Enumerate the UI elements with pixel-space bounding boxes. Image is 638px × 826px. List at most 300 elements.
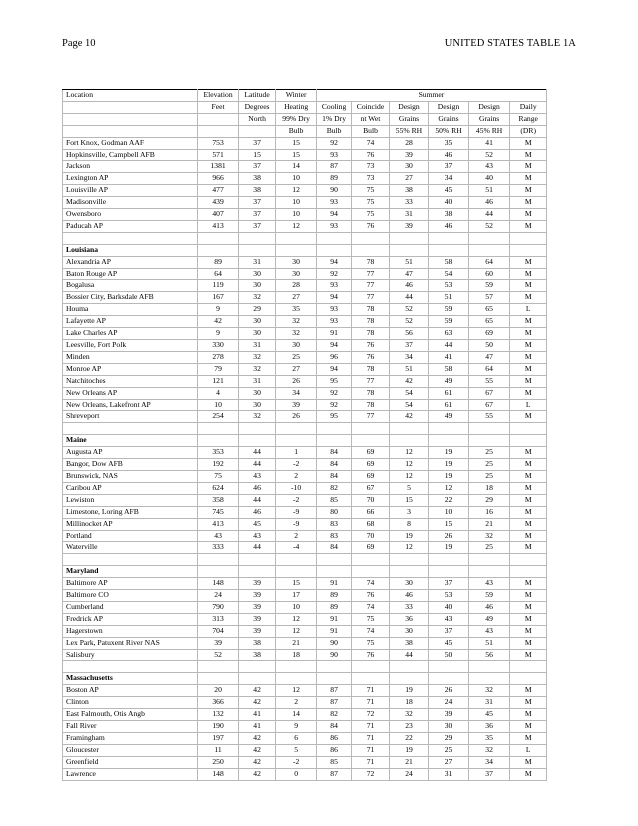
- value-cell: 78: [352, 316, 389, 328]
- location-cell: Fall River: [63, 720, 198, 732]
- value-cell: 42: [238, 685, 275, 697]
- table-row: [63, 459, 547, 471]
- value-cell: 87: [316, 685, 351, 697]
- col-cooling-2: 1% Dry: [316, 113, 351, 125]
- value-cell: 44: [238, 542, 275, 554]
- col-latitude-3: North: [238, 113, 275, 125]
- value-cell: 64: [468, 363, 510, 375]
- value-cell: 37: [238, 220, 275, 232]
- value-cell: 25: [468, 542, 510, 554]
- value-cell: 89: [316, 590, 351, 602]
- value-cell: 53: [429, 590, 469, 602]
- value-cell: 30: [389, 161, 429, 173]
- value-cell: 59: [468, 280, 510, 292]
- value-cell: 38: [429, 209, 469, 221]
- table-row: [63, 375, 547, 387]
- header-row-4: [63, 125, 547, 137]
- design-conditions-table-wrapper: [62, 89, 547, 781]
- value-cell: 37: [389, 340, 429, 352]
- value-cell: 30: [276, 340, 317, 352]
- value-cell: 27: [389, 173, 429, 185]
- location-cell: Framingham: [63, 732, 198, 744]
- value-cell: 121: [198, 375, 239, 387]
- value-cell: 65: [468, 316, 510, 328]
- value-cell: 21: [389, 756, 429, 768]
- value-cell: 90: [316, 637, 351, 649]
- table-row: [63, 209, 547, 221]
- spacer-row: [63, 232, 547, 244]
- value-cell: 413: [198, 220, 239, 232]
- state-name: Massachusetts: [63, 673, 198, 685]
- value-cell: 34: [468, 756, 510, 768]
- value-cell: 30: [238, 328, 275, 340]
- table-row: [63, 351, 547, 363]
- table-row: [63, 304, 547, 316]
- value-cell: -9: [276, 506, 317, 518]
- table-row: [63, 340, 547, 352]
- value-cell: 12: [389, 542, 429, 554]
- value-cell: 78: [352, 328, 389, 340]
- col-elevation-1: Elevation: [198, 90, 239, 102]
- value-cell: 60: [468, 268, 510, 280]
- value-cell: 2: [276, 530, 317, 542]
- value-cell: 77: [352, 411, 389, 423]
- value-cell: 43: [198, 530, 239, 542]
- value-cell: 86: [316, 732, 351, 744]
- value-cell: 91: [316, 578, 351, 590]
- table-row: [63, 220, 547, 232]
- value-cell: 313: [198, 613, 239, 625]
- value-cell: 78: [352, 399, 389, 411]
- value-cell: L: [510, 304, 547, 316]
- value-cell: 42: [389, 375, 429, 387]
- value-cell: 71: [352, 756, 389, 768]
- value-cell: 29: [429, 732, 469, 744]
- value-cell: 15: [276, 149, 317, 161]
- value-cell: M: [510, 316, 547, 328]
- value-cell: 82: [316, 709, 351, 721]
- value-cell: 31: [238, 256, 275, 268]
- value-cell: 52: [468, 220, 510, 232]
- value-cell: 76: [352, 220, 389, 232]
- value-cell: 94: [316, 209, 351, 221]
- spacer-row: [63, 661, 547, 673]
- value-cell: 50: [468, 340, 510, 352]
- value-cell: 15: [389, 494, 429, 506]
- state-heading-row: [63, 673, 547, 685]
- table-row: [63, 185, 547, 197]
- value-cell: 41: [468, 137, 510, 149]
- value-cell: M: [510, 756, 547, 768]
- value-cell: 35: [429, 137, 469, 149]
- value-cell: 46: [468, 601, 510, 613]
- value-cell: 966: [198, 173, 239, 185]
- location-cell: Fort Knox, Godman AAF: [63, 137, 198, 149]
- value-cell: 31: [238, 375, 275, 387]
- state-heading-row: [63, 566, 547, 578]
- value-cell: 65: [468, 304, 510, 316]
- table-row: [63, 447, 547, 459]
- table-row: [63, 756, 547, 768]
- value-cell: 76: [352, 351, 389, 363]
- location-cell: Owensboro: [63, 209, 198, 221]
- value-cell: 58: [429, 256, 469, 268]
- value-cell: 167: [198, 292, 239, 304]
- location-cell: New Orleans, Lakefront AP: [63, 399, 198, 411]
- value-cell: 69: [352, 459, 389, 471]
- value-cell: 12: [389, 447, 429, 459]
- value-cell: 14: [276, 709, 317, 721]
- value-cell: 73: [352, 161, 389, 173]
- value-cell: 70: [352, 530, 389, 542]
- value-cell: 25: [468, 447, 510, 459]
- value-cell: 85: [316, 494, 351, 506]
- table-row: [63, 530, 547, 542]
- table-row: [63, 482, 547, 494]
- value-cell: 84: [316, 447, 351, 459]
- value-cell: 24: [198, 590, 239, 602]
- value-cell: 38: [238, 649, 275, 661]
- value-cell: 78: [352, 304, 389, 316]
- location-cell: Houma: [63, 304, 198, 316]
- value-cell: 84: [316, 459, 351, 471]
- location-cell: Greenfield: [63, 756, 198, 768]
- value-cell: 55: [468, 411, 510, 423]
- value-cell: 12: [276, 220, 317, 232]
- value-cell: 353: [198, 447, 239, 459]
- value-cell: 5: [389, 482, 429, 494]
- table-row: [63, 768, 547, 780]
- value-cell: M: [510, 256, 547, 268]
- table-row: [63, 506, 547, 518]
- value-cell: 790: [198, 601, 239, 613]
- col-heating-1: Heating: [276, 101, 317, 113]
- value-cell: 75: [352, 613, 389, 625]
- value-cell: 49: [429, 375, 469, 387]
- col-coincident-1: Coincide: [352, 101, 389, 113]
- col-daily-3: (DR): [510, 125, 547, 137]
- value-cell: 42: [238, 768, 275, 780]
- value-cell: 26: [429, 530, 469, 542]
- value-cell: 148: [198, 768, 239, 780]
- value-cell: 69: [468, 328, 510, 340]
- table-row: [63, 518, 547, 530]
- value-cell: 67: [468, 387, 510, 399]
- value-cell: 94: [316, 256, 351, 268]
- value-cell: 8: [389, 518, 429, 530]
- value-cell: M: [510, 506, 547, 518]
- value-cell: 91: [316, 328, 351, 340]
- value-cell: 29: [238, 304, 275, 316]
- value-cell: 37: [429, 625, 469, 637]
- value-cell: 38: [238, 185, 275, 197]
- value-cell: 92: [316, 137, 351, 149]
- value-cell: M: [510, 328, 547, 340]
- location-cell: Lafayette AP: [63, 316, 198, 328]
- table-row: [63, 328, 547, 340]
- value-cell: 53: [429, 280, 469, 292]
- value-cell: 77: [352, 280, 389, 292]
- table-row: [63, 411, 547, 423]
- value-cell: 58: [429, 363, 469, 375]
- value-cell: 24: [389, 768, 429, 780]
- location-cell: Bangor, Dow AFB: [63, 459, 198, 471]
- col-coincident-2: nt Wet: [352, 113, 389, 125]
- value-cell: 93: [316, 304, 351, 316]
- value-cell: 44: [468, 209, 510, 221]
- value-cell: M: [510, 709, 547, 721]
- value-cell: 61: [429, 387, 469, 399]
- value-cell: 93: [316, 197, 351, 209]
- header-row-3: [63, 113, 547, 125]
- spacer-row: [63, 423, 547, 435]
- location-cell: Lexington AP: [63, 173, 198, 185]
- value-cell: 44: [238, 494, 275, 506]
- value-cell: 35: [276, 304, 317, 316]
- table-row: [63, 470, 547, 482]
- location-cell: Millinocket AP: [63, 518, 198, 530]
- value-cell: 74: [352, 578, 389, 590]
- location-cell: Bogalusa: [63, 280, 198, 292]
- table-row: [63, 161, 547, 173]
- value-cell: 72: [352, 709, 389, 721]
- location-cell: Baton Rouge AP: [63, 268, 198, 280]
- table-row: [63, 601, 547, 613]
- location-cell: Natchitoches: [63, 375, 198, 387]
- table-row: [63, 197, 547, 209]
- value-cell: 92: [316, 399, 351, 411]
- table-row: [63, 316, 547, 328]
- value-cell: 59: [429, 304, 469, 316]
- value-cell: 30: [276, 256, 317, 268]
- value-cell: 27: [429, 756, 469, 768]
- value-cell: 190: [198, 720, 239, 732]
- value-cell: 39: [429, 709, 469, 721]
- value-cell: 132: [198, 709, 239, 721]
- value-cell: 30: [238, 399, 275, 411]
- value-cell: 43: [238, 470, 275, 482]
- value-cell: -10: [276, 482, 317, 494]
- value-cell: 23: [389, 720, 429, 732]
- value-cell: 33: [389, 197, 429, 209]
- value-cell: 571: [198, 149, 239, 161]
- value-cell: 84: [316, 542, 351, 554]
- value-cell: 39: [238, 578, 275, 590]
- location-cell: Hopkinsville, Campbell AFB: [63, 149, 198, 161]
- col-cooling-3: Bulb: [316, 125, 351, 137]
- value-cell: 25: [468, 459, 510, 471]
- value-cell: 77: [352, 292, 389, 304]
- table-row: [63, 137, 547, 149]
- value-cell: 44: [238, 459, 275, 471]
- state-heading-row: [63, 244, 547, 256]
- value-cell: 14: [276, 161, 317, 173]
- value-cell: 34: [389, 351, 429, 363]
- value-cell: 37: [468, 768, 510, 780]
- col-grains55-2: Grains: [389, 113, 429, 125]
- table-header: [63, 90, 547, 138]
- value-cell: M: [510, 482, 547, 494]
- value-cell: 68: [352, 518, 389, 530]
- location-cell: Salisbury: [63, 649, 198, 661]
- value-cell: 32: [276, 328, 317, 340]
- value-cell: 40: [429, 197, 469, 209]
- value-cell: 71: [352, 744, 389, 756]
- value-cell: 83: [316, 518, 351, 530]
- value-cell: M: [510, 518, 547, 530]
- value-cell: 71: [352, 720, 389, 732]
- value-cell: 39: [389, 220, 429, 232]
- value-cell: 19: [429, 470, 469, 482]
- value-cell: 47: [389, 268, 429, 280]
- value-cell: 31: [238, 340, 275, 352]
- value-cell: 72: [352, 768, 389, 780]
- value-cell: 6: [276, 732, 317, 744]
- value-cell: 46: [238, 482, 275, 494]
- location-cell: East Falmouth, Otis Angb: [63, 709, 198, 721]
- value-cell: M: [510, 161, 547, 173]
- location-cell: Caribou AP: [63, 482, 198, 494]
- value-cell: 32: [468, 744, 510, 756]
- location-cell: Waterville: [63, 542, 198, 554]
- table-row: [63, 542, 547, 554]
- value-cell: 704: [198, 625, 239, 637]
- value-cell: 71: [352, 697, 389, 709]
- value-cell: 15: [276, 578, 317, 590]
- value-cell: -2: [276, 494, 317, 506]
- value-cell: 12: [429, 482, 469, 494]
- value-cell: 12: [276, 685, 317, 697]
- location-cell: Baltimore AP: [63, 578, 198, 590]
- page-number: Page 10: [62, 38, 96, 49]
- location-cell: Baltimore CO: [63, 590, 198, 602]
- value-cell: 477: [198, 185, 239, 197]
- value-cell: M: [510, 447, 547, 459]
- value-cell: 94: [316, 340, 351, 352]
- value-cell: 192: [198, 459, 239, 471]
- value-cell: 87: [316, 768, 351, 780]
- value-cell: 86: [316, 744, 351, 756]
- value-cell: L: [510, 744, 547, 756]
- value-cell: M: [510, 470, 547, 482]
- value-cell: 366: [198, 697, 239, 709]
- value-cell: 40: [429, 601, 469, 613]
- value-cell: M: [510, 637, 547, 649]
- value-cell: 94: [316, 363, 351, 375]
- value-cell: 753: [198, 137, 239, 149]
- value-cell: 19: [389, 744, 429, 756]
- value-cell: 624: [198, 482, 239, 494]
- value-cell: 45: [429, 185, 469, 197]
- value-cell: 93: [316, 149, 351, 161]
- value-cell: 39: [238, 590, 275, 602]
- col-heating-2: 99% Dry: [276, 113, 317, 125]
- location-cell: Cumberland: [63, 601, 198, 613]
- value-cell: 39: [238, 613, 275, 625]
- value-cell: 9: [198, 304, 239, 316]
- value-cell: 26: [276, 375, 317, 387]
- value-cell: 333: [198, 542, 239, 554]
- value-cell: M: [510, 149, 547, 161]
- col-location: Location: [63, 90, 198, 102]
- state-name: Maryland: [63, 566, 198, 578]
- table-row: [63, 173, 547, 185]
- design-conditions-table: [62, 89, 547, 781]
- value-cell: 74: [352, 625, 389, 637]
- value-cell: 31: [389, 209, 429, 221]
- value-cell: 19: [429, 542, 469, 554]
- state-heading-row: [63, 435, 547, 447]
- value-cell: 41: [238, 709, 275, 721]
- value-cell: 46: [468, 197, 510, 209]
- location-cell: Limestone, Loring AFB: [63, 506, 198, 518]
- value-cell: 96: [316, 351, 351, 363]
- col-grains45-3: 45% RH: [468, 125, 510, 137]
- table-row: [63, 613, 547, 625]
- value-cell: 32: [238, 411, 275, 423]
- value-cell: 254: [198, 411, 239, 423]
- value-cell: M: [510, 387, 547, 399]
- value-cell: 49: [429, 411, 469, 423]
- value-cell: M: [510, 625, 547, 637]
- location-cell: New Orleans AP: [63, 387, 198, 399]
- location-cell: Portland: [63, 530, 198, 542]
- value-cell: 30: [389, 578, 429, 590]
- value-cell: 93: [316, 220, 351, 232]
- value-cell: 42: [198, 316, 239, 328]
- value-cell: 12: [276, 185, 317, 197]
- value-cell: 45: [468, 709, 510, 721]
- value-cell: 56: [468, 649, 510, 661]
- document-title: UNITED STATES TABLE 1A: [444, 38, 576, 49]
- value-cell: 42: [238, 697, 275, 709]
- value-cell: 30: [276, 268, 317, 280]
- value-cell: 44: [429, 340, 469, 352]
- value-cell: -2: [276, 756, 317, 768]
- value-cell: 27: [276, 292, 317, 304]
- value-cell: M: [510, 768, 547, 780]
- value-cell: 44: [389, 649, 429, 661]
- value-cell: 85: [316, 756, 351, 768]
- value-cell: 3: [389, 506, 429, 518]
- table-row: [63, 387, 547, 399]
- value-cell: M: [510, 720, 547, 732]
- value-cell: 36: [468, 720, 510, 732]
- value-cell: 21: [276, 637, 317, 649]
- value-cell: 17: [276, 590, 317, 602]
- table-row: [63, 685, 547, 697]
- value-cell: 87: [316, 697, 351, 709]
- location-cell: Fredrick AP: [63, 613, 198, 625]
- value-cell: 29: [468, 494, 510, 506]
- spacer-row: [63, 554, 547, 566]
- value-cell: 37: [238, 161, 275, 173]
- value-cell: 32: [389, 709, 429, 721]
- value-cell: 76: [352, 340, 389, 352]
- value-cell: 30: [238, 280, 275, 292]
- value-cell: 18: [276, 649, 317, 661]
- location-cell: Alexandria AP: [63, 256, 198, 268]
- col-heating-3: Bulb: [276, 125, 317, 137]
- value-cell: M: [510, 185, 547, 197]
- value-cell: 77: [352, 375, 389, 387]
- table-row: [63, 399, 547, 411]
- value-cell: 32: [468, 530, 510, 542]
- value-cell: 10: [276, 209, 317, 221]
- value-cell: 45: [238, 518, 275, 530]
- header-row-2: [63, 101, 547, 113]
- value-cell: 30: [429, 720, 469, 732]
